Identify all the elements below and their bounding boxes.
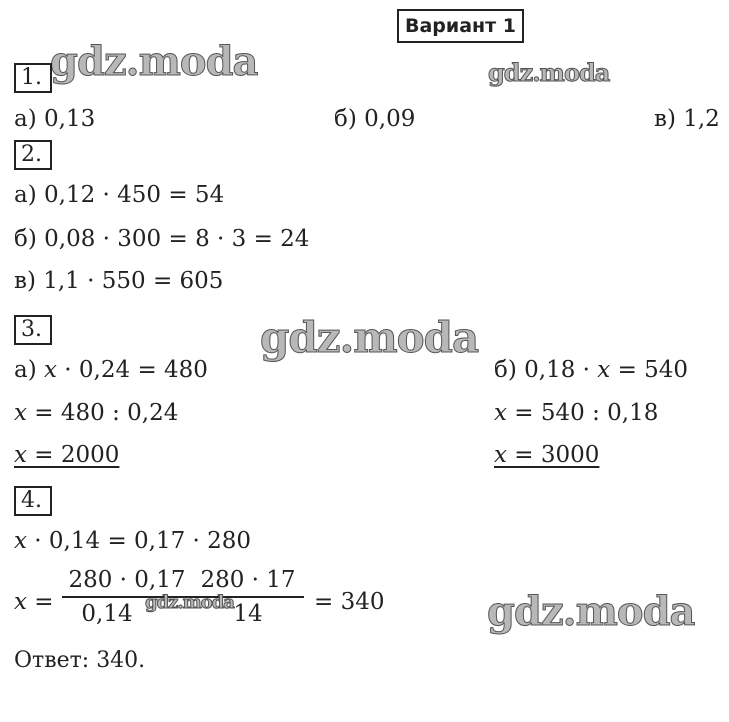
task3b-step xyxy=(494,399,658,427)
equation-rest: = 480 : 0,24 xyxy=(26,400,179,426)
variable-x: x xyxy=(44,357,57,383)
task-number-1: 1. xyxy=(14,63,52,93)
task3a-step xyxy=(14,399,178,427)
watermark: gdz.moda xyxy=(50,38,258,85)
equals-sign: = xyxy=(26,589,54,615)
equation-rest: = 2000 xyxy=(26,442,120,468)
equation-rest: · 0,24 = 480 xyxy=(56,357,208,383)
task1-answer-c: в) 1,2 xyxy=(654,106,720,132)
watermark: gdz.moda xyxy=(260,313,479,362)
task3a-result xyxy=(14,441,119,469)
variable-x: x xyxy=(494,442,507,468)
equation-rest: = 3000 xyxy=(506,442,600,468)
fraction-2-numerator: 280 · 17 xyxy=(200,567,296,593)
task-number-3: 3. xyxy=(14,315,52,345)
fraction-1-denominator: 0,14 xyxy=(81,601,133,627)
task4-fraction-lhs xyxy=(14,588,54,616)
prefix: б) 0,18 · xyxy=(494,357,598,383)
variable-x: x xyxy=(494,400,507,426)
task2-answer-a: а) 0,12 · 450 = 54 xyxy=(14,182,225,208)
task2-answer-c: в) 1,1 · 550 = 605 xyxy=(14,268,224,294)
task-number-2: 2. xyxy=(14,140,52,170)
watermark: gdz.moda xyxy=(145,592,234,613)
equation-rest: = 540 : 0,18 xyxy=(506,400,659,426)
task2-answer-b: б) 0,08 · 300 = 8 · 3 = 24 xyxy=(14,226,310,252)
task3a-equation xyxy=(14,356,208,384)
variable-x: x xyxy=(14,442,27,468)
watermark: gdz.moda xyxy=(488,58,610,87)
prefix: а) xyxy=(14,357,44,383)
equation-rest: = 540 xyxy=(610,357,689,383)
task-number-4: 4. xyxy=(14,486,52,516)
task3b-result xyxy=(494,441,599,469)
variable-x: x xyxy=(597,357,611,383)
task1-answer-a: а) 0,13 xyxy=(14,106,96,132)
variable-x: x xyxy=(14,589,27,615)
variable-x: x xyxy=(14,528,27,554)
equation-rest: · 0,14 = 0,17 · 280 xyxy=(26,528,252,554)
variant-title: Вариант 1 xyxy=(397,9,524,43)
variable-x: x xyxy=(14,400,27,426)
fraction-1-numerator: 280 · 0,17 xyxy=(68,567,186,593)
task1-answer-b: б) 0,09 xyxy=(334,106,416,132)
task4-equation xyxy=(14,527,251,555)
watermark: gdz.moda xyxy=(487,588,695,635)
answer-text: Ответ: 340. xyxy=(14,648,146,673)
task4-result: = 340 xyxy=(314,589,385,615)
task3b-equation xyxy=(494,356,688,384)
fraction-2-denominator: 14 xyxy=(233,601,263,627)
